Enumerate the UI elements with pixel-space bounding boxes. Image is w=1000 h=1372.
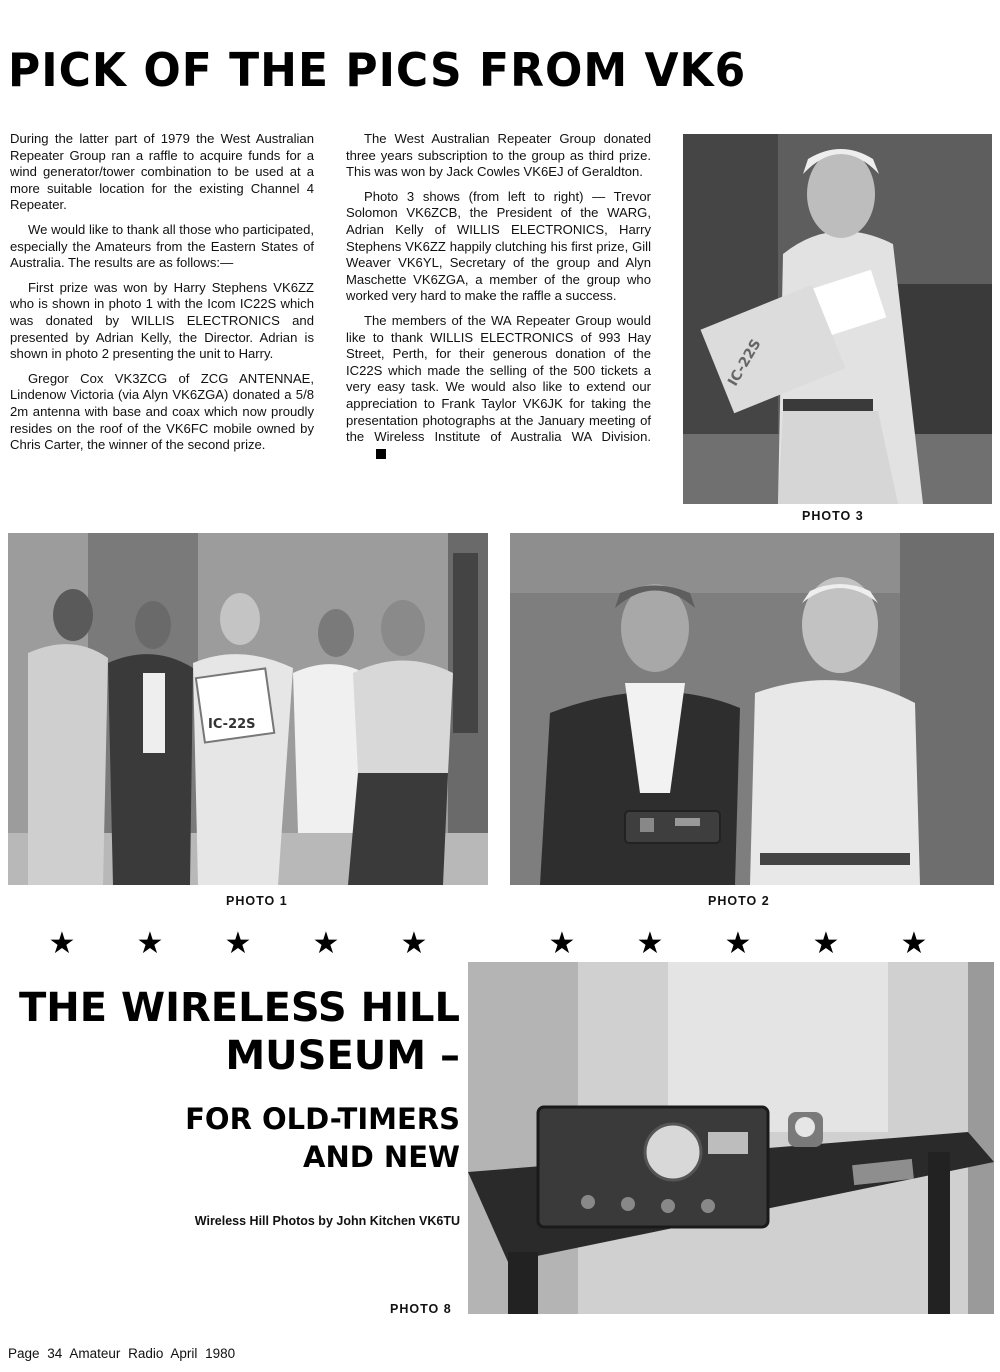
star-icon: ★: [312, 927, 340, 960]
magazine-name: Amateur Radio: [69, 1346, 164, 1361]
page-number: Page 34: [8, 1346, 63, 1361]
article-column-1: [10, 131, 314, 462]
star-divider-right: [518, 928, 958, 960]
photo-8-caption: PHOTO 8: [390, 1302, 452, 1316]
page-footer: [8, 1346, 235, 1361]
star-divider-left: [18, 928, 458, 960]
photo-1-image: [8, 533, 488, 885]
end-of-article-mark: [376, 449, 386, 459]
paragraph-text: The members of the WA Repeater Group would like to thank WILLIS ELECTRONICS of 993 Hay Street, Perth, for their generous donation of the IC22S which made the selling of the 500 tickets a very easy task. We would also like to extend our appreciation to Frank Taylor VK6JK for taking the presentation photographs at the January meeting of the Wireless Institute of Australia WA Division.: [346, 312, 651, 445]
photo-1-caption: PHOTO 1: [226, 894, 288, 908]
photo-2: [510, 533, 994, 885]
headline: PICK OF THE PICS FROM VK6: [8, 43, 747, 98]
photo-2-image: [510, 533, 994, 885]
paragraph: The West Australian Repeater Group donated three years subscription to the group as third prize. This was won by Jack Cowles VK6EJ of Geraldton.: [346, 131, 651, 180]
photo-3-caption: PHOTO 3: [802, 509, 864, 523]
star-icon: ★: [636, 927, 664, 960]
star-icon: ★: [548, 927, 576, 960]
star-icon: ★: [812, 927, 840, 960]
article-column-2: [346, 131, 651, 470]
photo-3-image: [683, 134, 992, 504]
star-icon: ★: [900, 927, 928, 960]
article-2-title-line-1: THE WIRELESS HILL: [18, 985, 460, 1031]
paragraph: First prize was won by Harry Stephens VK6ZZ who is shown in photo 1 with the Icom IC22S which was donated by WILLIS ELECTRONICS and presented by Adrian Kelly, the Director. Adrian is shown in photo 2 presenting the unit to Harry.: [10, 279, 314, 362]
star-icon: ★: [224, 927, 252, 960]
photo-1: [8, 533, 488, 885]
photo-credit: Wireless Hill Photos by John Kitchen VK6TU: [194, 1214, 460, 1228]
star-icon: ★: [724, 927, 752, 960]
paragraph: Photo 3 shows (from left to right) — Trevor Solomon VK6ZCB, the President of the WARG, Adrian Kelly of WILLIS ELECTRONICS, Harry Stephens VK6ZZ happily clutching his first prize, Gill Weaver VK6YL, Secretary of the group and Alyn Maschette VK6ZGA, a member of the group who worked very hard to make the raffle a success.: [346, 188, 651, 304]
photo-8-image: [468, 962, 994, 1314]
photo-8: [468, 962, 994, 1314]
article-2-subtitle-line-2: AND NEW: [303, 1140, 460, 1174]
paragraph: During the latter part of 1979 the West Australian Repeater Group ran a raffle to acquire funds for a wind generator/tower combination to be used at a more suitable location for the existing Channel 4 Repeater.: [10, 131, 314, 213]
paragraph: We would like to thank all those who participated, especially the Amateurs from the Eastern States of Australia. The results are as follows:—: [10, 221, 314, 271]
paragraph: Gregor Cox VK3ZCG of ZCG ANTENNAE, Lindenow Victoria (via Alyn VK6ZGA) donated a 5/8 2m antenna with base and coax which now proudly resides on the roof of the VK6FC mobile owned by Chris Carter, the winner of the second prize.: [10, 370, 314, 453]
star-icon: ★: [48, 927, 76, 960]
photo-3: [683, 134, 992, 504]
star-icon: ★: [400, 927, 428, 960]
article-2-title: [19, 984, 460, 1080]
article-2-subtitle: [185, 1100, 460, 1176]
photo-2-caption: PHOTO 2: [708, 894, 770, 908]
article-2-title-line-2: MUSEUM –: [225, 1033, 460, 1079]
box-label: IC-22S: [208, 717, 256, 732]
issue-date: April 1980: [170, 1346, 236, 1361]
article-2-subtitle-line-1: FOR OLD-TIMERS: [185, 1102, 460, 1136]
paragraph: [346, 313, 651, 462]
star-icon: ★: [136, 927, 164, 960]
box-label: IC-22S: [725, 336, 765, 389]
